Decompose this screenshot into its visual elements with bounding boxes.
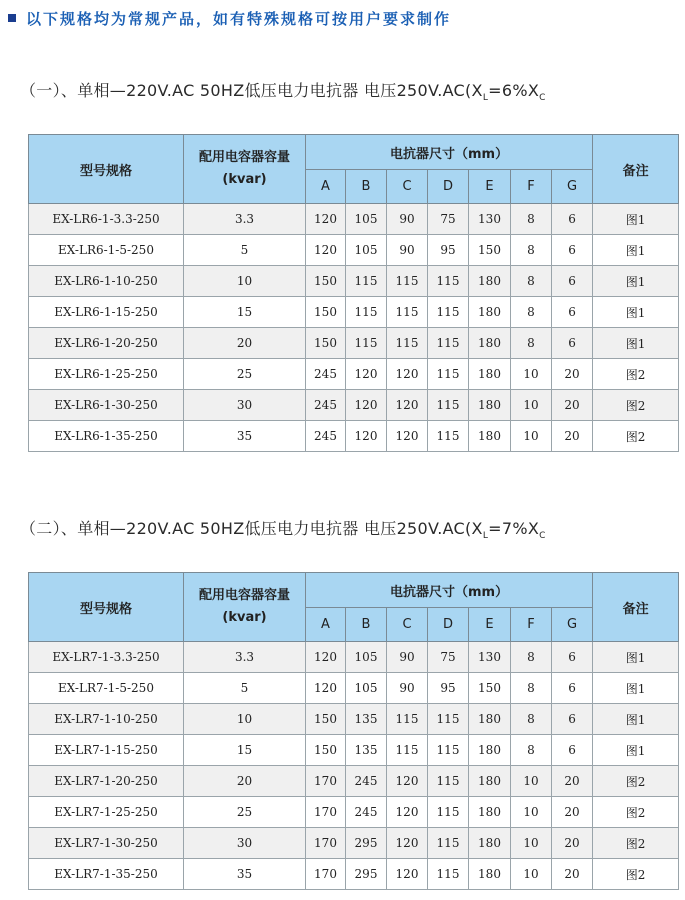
cell-d: 115: [428, 766, 469, 797]
cell-e: 180: [469, 297, 511, 328]
cell-note: 图2: [593, 828, 679, 859]
cell-note: 图2: [593, 390, 679, 421]
cell-a: 150: [306, 704, 346, 735]
heading-text: （二）、单相—220V.AC 50HZ低压电力电抗器 电压250V.AC(X: [20, 519, 483, 538]
cell-f: 8: [511, 297, 552, 328]
cell-note: 图1: [593, 266, 679, 297]
cell-g: 20: [552, 859, 593, 890]
cell-c: 90: [387, 204, 428, 235]
cell-e: 150: [469, 673, 511, 704]
heading-subscript: C: [539, 93, 546, 103]
cell-kvar: 5: [184, 235, 306, 266]
cell-model: EX-LR6-1-35-250: [29, 421, 184, 452]
cell-e: 180: [469, 421, 511, 452]
header-col-e: E: [469, 608, 511, 642]
cell-c: 90: [387, 235, 428, 266]
cell-c: 115: [387, 297, 428, 328]
cell-model: EX-LR7-1-35-250: [29, 859, 184, 890]
cell-model: EX-LR6-1-30-250: [29, 390, 184, 421]
spec-table-1: [28, 134, 679, 452]
cell-b: 295: [346, 828, 387, 859]
cell-b: 295: [346, 859, 387, 890]
cell-b: 120: [346, 390, 387, 421]
cell-kvar: 35: [184, 859, 306, 890]
cell-a: 170: [306, 766, 346, 797]
cell-model: EX-LR6-1-25-250: [29, 359, 184, 390]
section-2-heading: [20, 516, 546, 541]
cell-a: 120: [306, 204, 346, 235]
cell-f: 8: [511, 204, 552, 235]
header-capacity: [184, 573, 306, 642]
cell-kvar: 35: [184, 421, 306, 452]
cell-c: 120: [387, 859, 428, 890]
cell-c: 120: [387, 828, 428, 859]
cell-model: EX-LR6-1-3.3-250: [29, 204, 184, 235]
cell-kvar: 25: [184, 359, 306, 390]
header-col-d: D: [428, 608, 469, 642]
cell-b: 245: [346, 797, 387, 828]
cell-a: 245: [306, 359, 346, 390]
cell-d: 95: [428, 235, 469, 266]
spec-table-2: [28, 572, 679, 890]
cell-g: 20: [552, 828, 593, 859]
header-dimensions: 电抗器尺寸（mm）: [306, 135, 593, 170]
header-col-d: D: [428, 170, 469, 204]
cell-kvar: 10: [184, 266, 306, 297]
header-col-g: G: [552, 170, 593, 204]
cell-d: 115: [428, 735, 469, 766]
cell-note: 图1: [593, 328, 679, 359]
cell-d: 115: [428, 704, 469, 735]
cell-e: 180: [469, 390, 511, 421]
cell-f: 8: [511, 673, 552, 704]
cell-g: 6: [552, 266, 593, 297]
cell-kvar: 3.3: [184, 642, 306, 673]
table-row: [29, 421, 679, 452]
header-col-c: C: [387, 170, 428, 204]
header-col-e: E: [469, 170, 511, 204]
cell-kvar: 15: [184, 735, 306, 766]
cell-a: 245: [306, 390, 346, 421]
cell-f: 8: [511, 235, 552, 266]
cell-kvar: 20: [184, 328, 306, 359]
header-col-f: F: [511, 170, 552, 204]
cell-a: 150: [306, 735, 346, 766]
cell-d: 75: [428, 642, 469, 673]
cell-note: 图2: [593, 859, 679, 890]
header-capacity-line2: (kvar): [222, 610, 267, 625]
cell-note: 图1: [593, 735, 679, 766]
cell-f: 8: [511, 266, 552, 297]
cell-g: 6: [552, 735, 593, 766]
cell-c: 120: [387, 797, 428, 828]
heading-subscript: L: [482, 93, 489, 103]
cell-model: EX-LR7-1-25-250: [29, 797, 184, 828]
cell-f: 10: [511, 390, 552, 421]
cell-kvar: 3.3: [184, 204, 306, 235]
cell-b: 115: [346, 328, 387, 359]
cell-note: 图1: [593, 673, 679, 704]
cell-model: EX-LR7-1-20-250: [29, 766, 184, 797]
cell-c: 115: [387, 704, 428, 735]
header-capacity-line1: 配用电容器容量: [198, 588, 290, 603]
cell-b: 120: [346, 421, 387, 452]
cell-d: 75: [428, 204, 469, 235]
header-col-c: C: [387, 608, 428, 642]
cell-model: EX-LR7-1-5-250: [29, 673, 184, 704]
heading-text: （一）、单相—220V.AC 50HZ低压电力电抗器 电压250V.AC(X: [20, 81, 483, 100]
cell-d: 115: [428, 859, 469, 890]
table-row: [29, 735, 679, 766]
cell-note: 图1: [593, 704, 679, 735]
cell-kvar: 30: [184, 828, 306, 859]
cell-b: 245: [346, 766, 387, 797]
cell-c: 115: [387, 328, 428, 359]
cell-g: 20: [552, 359, 593, 390]
cell-g: 20: [552, 766, 593, 797]
header-capacity-line1: 配用电容器容量: [198, 150, 290, 165]
cell-f: 10: [511, 766, 552, 797]
cell-e: 180: [469, 266, 511, 297]
cell-a: 245: [306, 421, 346, 452]
cell-g: 6: [552, 704, 593, 735]
notice-banner: [8, 6, 451, 30]
cell-b: 135: [346, 735, 387, 766]
cell-d: 115: [428, 328, 469, 359]
cell-g: 6: [552, 204, 593, 235]
cell-b: 120: [346, 359, 387, 390]
cell-b: 115: [346, 297, 387, 328]
table-row: [29, 642, 679, 673]
heading-subscript: C: [539, 531, 546, 541]
cell-c: 115: [387, 735, 428, 766]
cell-b: 135: [346, 704, 387, 735]
section-1-heading: [20, 78, 546, 103]
cell-note: 图2: [593, 766, 679, 797]
cell-d: 115: [428, 828, 469, 859]
cell-kvar: 20: [184, 766, 306, 797]
heading-text: =7%X: [488, 519, 540, 538]
cell-c: 120: [387, 390, 428, 421]
cell-f: 10: [511, 797, 552, 828]
cell-e: 180: [469, 704, 511, 735]
cell-note: 图1: [593, 642, 679, 673]
table-body: [29, 204, 679, 452]
table-row: [29, 673, 679, 704]
cell-b: 105: [346, 235, 387, 266]
table-row: [29, 390, 679, 421]
cell-kvar: 25: [184, 797, 306, 828]
table-body: [29, 642, 679, 890]
cell-f: 8: [511, 328, 552, 359]
cell-g: 20: [552, 390, 593, 421]
heading-text: =6%X: [488, 81, 540, 100]
table-row: [29, 235, 679, 266]
cell-model: EX-LR7-1-3.3-250: [29, 642, 184, 673]
cell-a: 120: [306, 673, 346, 704]
cell-d: 115: [428, 421, 469, 452]
cell-note: 图2: [593, 797, 679, 828]
cell-a: 150: [306, 328, 346, 359]
header-col-g: G: [552, 608, 593, 642]
cell-f: 8: [511, 704, 552, 735]
cell-model: EX-LR6-1-5-250: [29, 235, 184, 266]
header-model: 型号规格: [29, 573, 184, 642]
cell-a: 150: [306, 266, 346, 297]
header-col-f: F: [511, 608, 552, 642]
cell-b: 105: [346, 673, 387, 704]
header-remark: 备注: [593, 135, 679, 204]
cell-f: 10: [511, 421, 552, 452]
cell-g: 6: [552, 297, 593, 328]
cell-e: 180: [469, 328, 511, 359]
cell-model: EX-LR7-1-30-250: [29, 828, 184, 859]
cell-e: 180: [469, 359, 511, 390]
header-col-b: B: [346, 608, 387, 642]
table-row: [29, 766, 679, 797]
cell-e: 130: [469, 204, 511, 235]
cell-model: EX-LR7-1-10-250: [29, 704, 184, 735]
header-model: 型号规格: [29, 135, 184, 204]
table-row: [29, 359, 679, 390]
table-row: [29, 704, 679, 735]
cell-model: EX-LR6-1-15-250: [29, 297, 184, 328]
cell-g: 20: [552, 797, 593, 828]
cell-note: 图1: [593, 235, 679, 266]
cell-e: 180: [469, 859, 511, 890]
cell-c: 115: [387, 266, 428, 297]
cell-d: 115: [428, 359, 469, 390]
cell-a: 170: [306, 828, 346, 859]
cell-note: 图2: [593, 421, 679, 452]
cell-g: 6: [552, 235, 593, 266]
cell-b: 105: [346, 204, 387, 235]
cell-model: EX-LR6-1-20-250: [29, 328, 184, 359]
cell-g: 20: [552, 421, 593, 452]
cell-b: 115: [346, 266, 387, 297]
cell-g: 6: [552, 328, 593, 359]
cell-kvar: 5: [184, 673, 306, 704]
cell-d: 115: [428, 797, 469, 828]
table-row: [29, 204, 679, 235]
header-col-a: A: [306, 170, 346, 204]
cell-b: 105: [346, 642, 387, 673]
cell-d: 115: [428, 390, 469, 421]
cell-e: 180: [469, 735, 511, 766]
header-col-a: A: [306, 608, 346, 642]
cell-d: 95: [428, 673, 469, 704]
cell-a: 150: [306, 297, 346, 328]
cell-note: 图2: [593, 359, 679, 390]
cell-c: 120: [387, 766, 428, 797]
cell-f: 8: [511, 642, 552, 673]
cell-c: 90: [387, 642, 428, 673]
cell-a: 120: [306, 235, 346, 266]
cell-f: 10: [511, 828, 552, 859]
cell-c: 120: [387, 359, 428, 390]
cell-a: 120: [306, 642, 346, 673]
bullet-square-icon: [8, 14, 16, 22]
table-row: [29, 266, 679, 297]
cell-e: 130: [469, 642, 511, 673]
cell-f: 10: [511, 359, 552, 390]
table-row: [29, 297, 679, 328]
cell-note: 图1: [593, 204, 679, 235]
table-row: [29, 859, 679, 890]
cell-note: 图1: [593, 297, 679, 328]
cell-g: 6: [552, 673, 593, 704]
cell-e: 180: [469, 828, 511, 859]
cell-a: 170: [306, 859, 346, 890]
cell-f: 8: [511, 735, 552, 766]
table-row: [29, 328, 679, 359]
cell-kvar: 10: [184, 704, 306, 735]
cell-g: 6: [552, 642, 593, 673]
notice-text: 以下规格均为常规产品，如有特殊规格可按用户要求制作: [26, 9, 452, 28]
cell-e: 180: [469, 797, 511, 828]
header-remark: 备注: [593, 573, 679, 642]
heading-subscript: L: [482, 531, 489, 541]
cell-model: EX-LR6-1-10-250: [29, 266, 184, 297]
header-capacity-line2: (kvar): [222, 172, 267, 187]
cell-e: 150: [469, 235, 511, 266]
header-col-b: B: [346, 170, 387, 204]
cell-d: 115: [428, 297, 469, 328]
cell-model: EX-LR7-1-15-250: [29, 735, 184, 766]
header-dimensions: 电抗器尺寸（mm）: [306, 573, 593, 608]
table-row: [29, 797, 679, 828]
cell-c: 120: [387, 421, 428, 452]
cell-kvar: 15: [184, 297, 306, 328]
cell-a: 170: [306, 797, 346, 828]
header-capacity: [184, 135, 306, 204]
cell-kvar: 30: [184, 390, 306, 421]
cell-c: 90: [387, 673, 428, 704]
cell-d: 115: [428, 266, 469, 297]
table-row: [29, 828, 679, 859]
cell-f: 10: [511, 859, 552, 890]
cell-e: 180: [469, 766, 511, 797]
